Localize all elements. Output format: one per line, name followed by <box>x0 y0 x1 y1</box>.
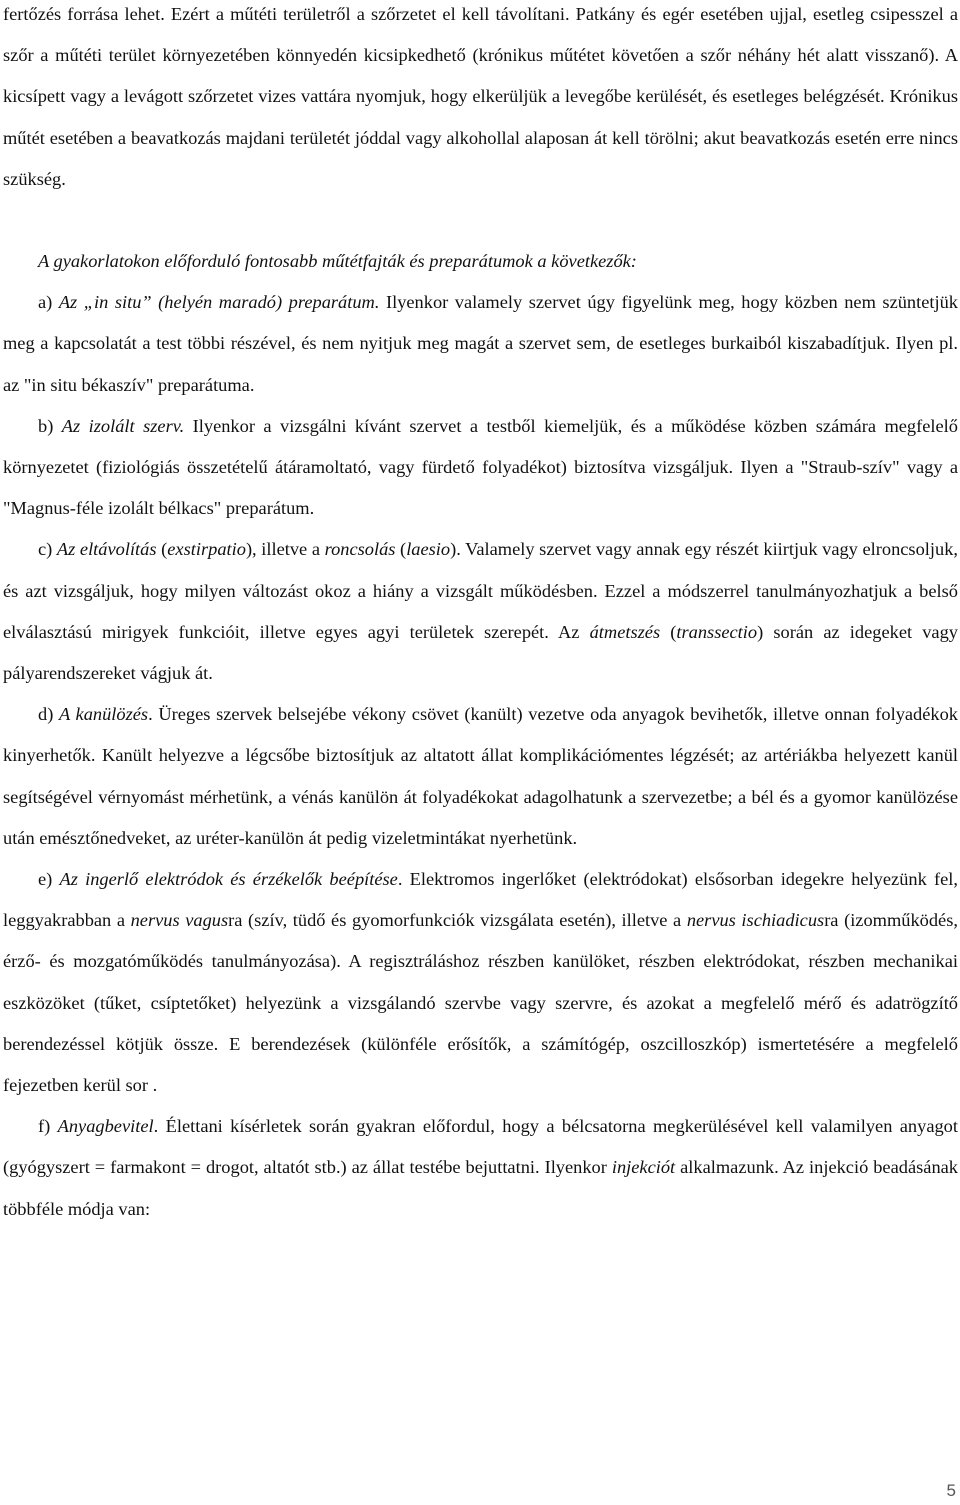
section-intro: A gyakorlatokon előforduló fontosabb műtétfajták és preparátumok a következők: <box>38 251 637 272</box>
item-title-end: . <box>179 415 185 436</box>
page-number: 5 <box>946 1481 956 1500</box>
item-c-removal <box>3 529 958 694</box>
item-title: Az ingerlő elektródok és érzékelők beépítése <box>59 869 398 890</box>
paragraph-hair-removal <box>3 0 958 200</box>
term-transsectio: transsectio <box>676 621 758 642</box>
item-b-isolated-organ <box>3 406 958 530</box>
term-nervus-ischiadicus: nervus ischiadicus <box>686 910 825 931</box>
text-segment: Élettani kísérletek során gyakran előfordul, hogy a bélcsatorna megkerülésével kell valamilyen anyagot (gyógyszert = farmakont = drogot, altatót stb.) az állat testébe bejuttatni. Ilyenkor <box>3 1116 958 1178</box>
term-injection: injekciót <box>611 1157 676 1178</box>
item-d-cannulation <box>3 694 958 859</box>
term-laesio: laesio <box>406 539 451 560</box>
item-body: Üreges szervek belsejébe vékony csövet (kanült) vezetve oda anyagok bevihetők, illetve onnan folyadékok kinyerhetők. Kanült helyezve a légcsőbe biztosítjuk az altatott állat komplikációmentes légzését; az artériákba helyezett kanül segítségével vérnyomást mérhetünk, a vénás kanülön át folyadékokat adagolhatunk a szervezetbe; a bél és a gyomor kanülözése után emésztőnedveket, az uréter-kanülön át pedig vizeletmintákat nyerhetünk. <box>3 704 958 848</box>
item-title-end: . <box>397 869 403 890</box>
item-title-end: . <box>148 704 153 725</box>
item-title-end: . <box>374 292 380 313</box>
text-segment: ra (szív, tüdő és gyomorfunkciók vizsgálata esetén), illetve a <box>228 910 687 931</box>
text-segment: ra (izomműködés, érző- és mozgatóműködés tanulmányozása). A regisztráláshoz részben kanülöket, részben elektródokat, részben mechanikai eszközöket (tűket, csíptetőket) helyezünk a vizsgálandó szervbe vagy szervre, és azokat a megfelelő mérő és adatrögzítő berendezéssel kötjük össze. E berendezések (különféle erősítők, a számítógép, oszcilloszkóp) ismertetésére a megfelelő fejezetben kerül sor . <box>3 910 958 1096</box>
text-segment: ) során az idegeket vagy pályarendszereket vágjuk át. <box>3 621 958 684</box>
document-page <box>3 0 958 1505</box>
item-title: Az „in situ” (helyén maradó) preparátum <box>58 292 375 313</box>
item-title: Anyagbevitel <box>57 1116 154 1137</box>
text-segment: Elektromos ingerlőket (elektródokat) elsősorban idegekre helyezünk fel, leggyakrabban a <box>3 869 958 931</box>
term-exstirpatio: exstirpatio <box>167 539 246 560</box>
term-removal: Az eltávolítás <box>56 539 157 560</box>
item-f-substance-administration <box>3 1106 958 1230</box>
item-body: Ilyenkor valamely szervet úgy figyelünk meg, hogy közben nem szüntetjük meg a kapcsolatát a test többi részével, és nem nyitjuk meg magát a szervet sem, de esetleges burkaiból kiszabadítjuk. Ilyen pl. az "in situ békaszív" preparátuma. <box>3 292 958 395</box>
term-destruction: roncsolás <box>324 539 396 560</box>
item-marker: f) <box>38 1116 58 1137</box>
text-segment: ( <box>395 539 407 560</box>
text-segment: alkalmazunk. Az injekció beadásának többféle módja van: <box>3 1157 958 1219</box>
paragraph-text: fertőzés forrása lehet. Ezért a műtéti területről a szőrzetet el kell távolítani. Patkány és egér esetében ujjal, esetleg csipesszel a szőr a műtéti terület környezetében könnyedén kicsipkedhető (krónikus műtétet követően a szőr néhány hét alatt visszanő). A kicsípett vagy a levágott szőrzetet vizes vattára nyomjuk, hogy elkerüljük a levegőbe kerülését, és esetleges belégzését. Krónikus műtét esetében a beavatkozás majdani területét jóddal vagy alkohollal alaposan át kell törölni; akut beavatkozás esetén erre nincs szükség. <box>3 4 958 189</box>
text-segment: ( <box>156 539 168 560</box>
item-title: Az izolált szerv <box>61 415 180 436</box>
term-transection: átmetszés <box>589 621 661 642</box>
item-body: Ilyenkor a vizsgálni kívánt szervet a testből kiemeljük, és a működése közben számára megfelelő környezetet (fiziológiás összetételű átáramoltató, vagy fürdető folyadékot) biztosítva vizsgáljuk. Ilyen a "Straub-szív" vagy a "Magnus-féle izolált bélkacs" preparátum. <box>3 415 958 519</box>
item-marker: d) <box>38 704 59 725</box>
text-segment: ), illetve a <box>245 539 325 560</box>
item-title-end: . <box>153 1116 159 1137</box>
item-marker: c) <box>38 539 57 560</box>
term-nervus-vagus: nervus vagus <box>130 910 229 931</box>
item-title: A kanülözés <box>58 704 149 725</box>
item-a-in-situ <box>3 282 958 406</box>
item-marker: a) <box>38 292 59 313</box>
text-segment: ). Valamely szervet vagy annak egy részét kiirtjuk vagy elroncsoljuk, és azt vizsgáljuk, hogy milyen változást okoz a hiány a vizsgált működésben. Ezzel a módszerrel tanulmányozhatjuk a belső elválasztású mirigyek funkcióit, illetve egyes agyi területek szerepét. Az <box>3 539 958 642</box>
item-e-electrodes <box>3 859 958 1106</box>
item-marker: e) <box>38 869 60 890</box>
text-segment: ( <box>660 621 677 642</box>
item-marker: b) <box>38 415 62 436</box>
